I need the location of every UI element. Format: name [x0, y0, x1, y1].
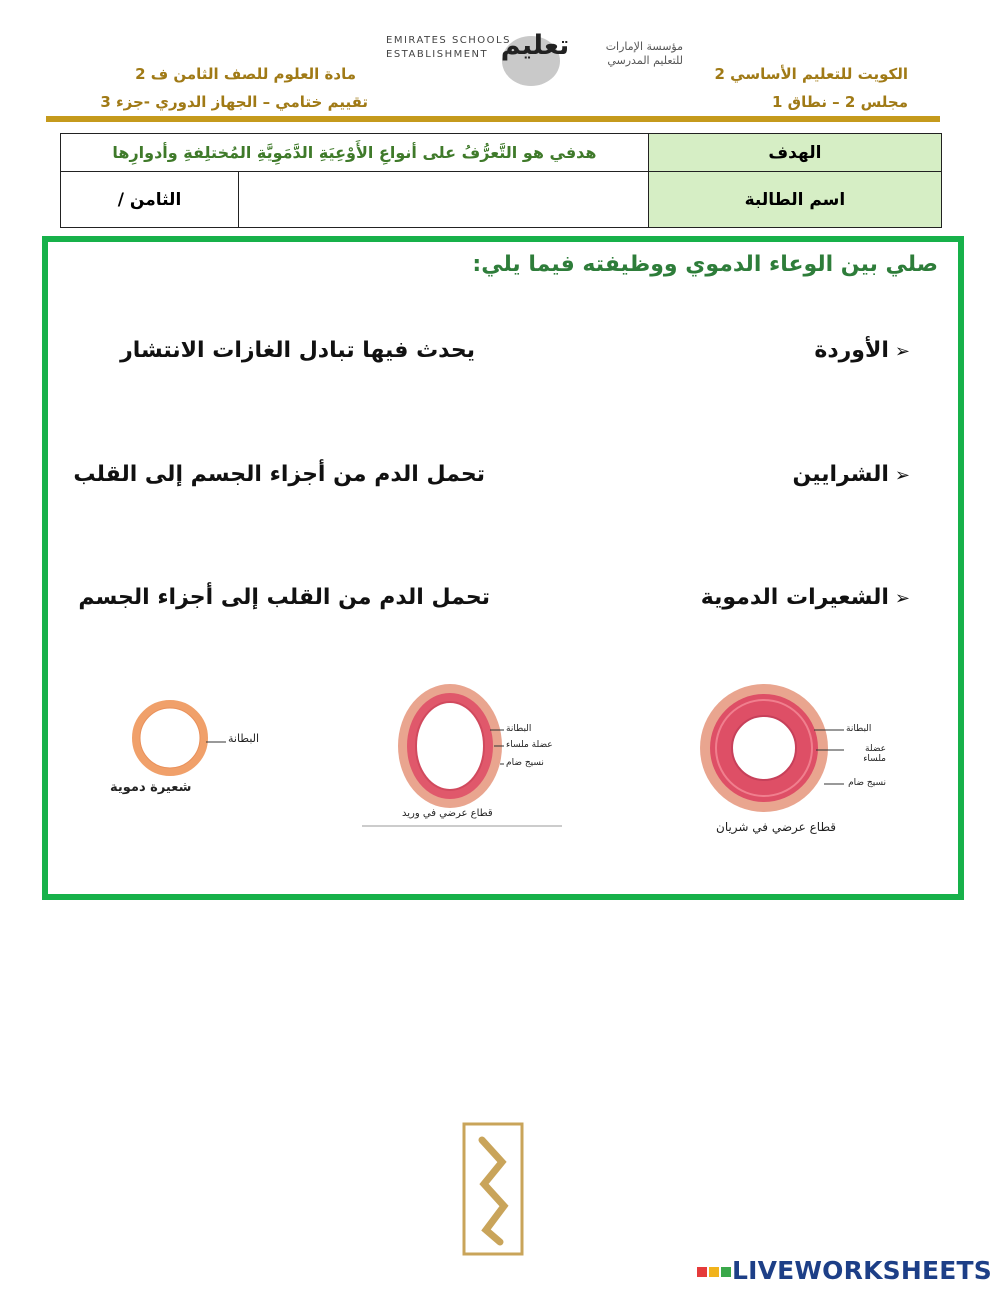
vessel-item-veins[interactable]: ➢الأوردة	[814, 338, 910, 363]
goal-text: هدفي هو التَّعرُّفُ على أنواعِ الأَوْعِيَةِ الدَّمَوِيَّةِ المُختلِفةِ وأدوارِها	[61, 134, 649, 172]
student-name-label: اسم الطالبة	[648, 172, 941, 228]
capillary-label: البطانة	[228, 732, 260, 745]
goal-label: الهدف	[648, 134, 941, 172]
vessel-item-capillaries[interactable]: ➢الشعيرات الدموية	[700, 585, 910, 610]
function-item-to-heart[interactable]: تحمل الدم من أجزاء الجسم إلى القلب	[73, 462, 485, 487]
brand-square-icon	[697, 1267, 707, 1277]
vein-lumen	[416, 702, 484, 790]
logo-stroke	[482, 1140, 504, 1242]
function-item-gas-exchange[interactable]: يحدث فيها تبادل الغازات الانتشار	[120, 338, 475, 363]
liveworksheets-watermark: LIVEWORKSHEETS	[696, 1256, 992, 1285]
logo-taleem-text: تعليم	[500, 30, 570, 61]
artery-label-lining: البطانة	[846, 724, 872, 734]
vein-illustration	[362, 680, 562, 828]
student-name-field[interactable]	[239, 172, 649, 228]
header-assessment: تقييم ختامي – الجهاز الدوري -جزء 3	[100, 93, 368, 111]
artery-diagram	[696, 680, 896, 840]
brand-square-icon	[721, 1267, 731, 1277]
logo-english-text: EMIRATES SCHOOLS ESTABLISHMENT	[386, 35, 511, 60]
function-item-from-heart[interactable]: تحمل الدم من القلب إلى أجزاء الجسم	[78, 585, 490, 610]
vein-diagram	[362, 680, 562, 828]
logo-arabic-org: مؤسسة الإمارات للتعليم المدرسي	[605, 40, 683, 67]
artery-lumen	[732, 716, 796, 780]
artery-label-tissue: نسيج ضام	[848, 778, 886, 788]
info-table	[60, 133, 942, 228]
capillary-diagram	[80, 680, 280, 810]
calligraphy-logo-icon	[460, 1122, 526, 1256]
header-subject-info	[98, 60, 368, 116]
instruction-text: صلي بين الوعاء الدموي ووظيفته فيما يلي:	[472, 252, 938, 277]
vein-label-muscle: عضلة ملساء	[506, 740, 553, 750]
artery-label-muscle: عضلة ملساء	[863, 744, 886, 764]
capillary-caption: شعيرة دموية	[110, 780, 192, 795]
header-divider	[46, 116, 940, 122]
calligraphy-logo	[460, 1122, 526, 1256]
header-council: مجلس 2 – نطاق 1	[772, 93, 908, 111]
check-arrow-icon: ➢	[894, 465, 910, 486]
capillary-inner-edge	[140, 708, 200, 768]
vein-label-tissue: نسيج ضام	[506, 758, 544, 768]
check-arrow-icon: ➢	[894, 341, 910, 362]
header-school-info	[648, 60, 908, 116]
vein-caption: قطاع عرضي في وريد	[402, 808, 493, 819]
artery-caption: قطاع عرضي في شريان	[716, 820, 837, 834]
check-arrow-icon: ➢	[894, 588, 910, 609]
class-label: الثامن /	[61, 172, 239, 228]
vein-label-lining: البطانة	[506, 724, 532, 734]
header-school-name: الكويت للتعليم الأساسي 2	[714, 65, 908, 83]
capillary-wall	[136, 704, 204, 772]
brand-square-icon	[709, 1267, 719, 1277]
vessel-item-arteries[interactable]: ➢الشرايين	[792, 462, 910, 487]
header-subject: مادة العلوم للصف الثامن ف 2	[135, 65, 356, 83]
